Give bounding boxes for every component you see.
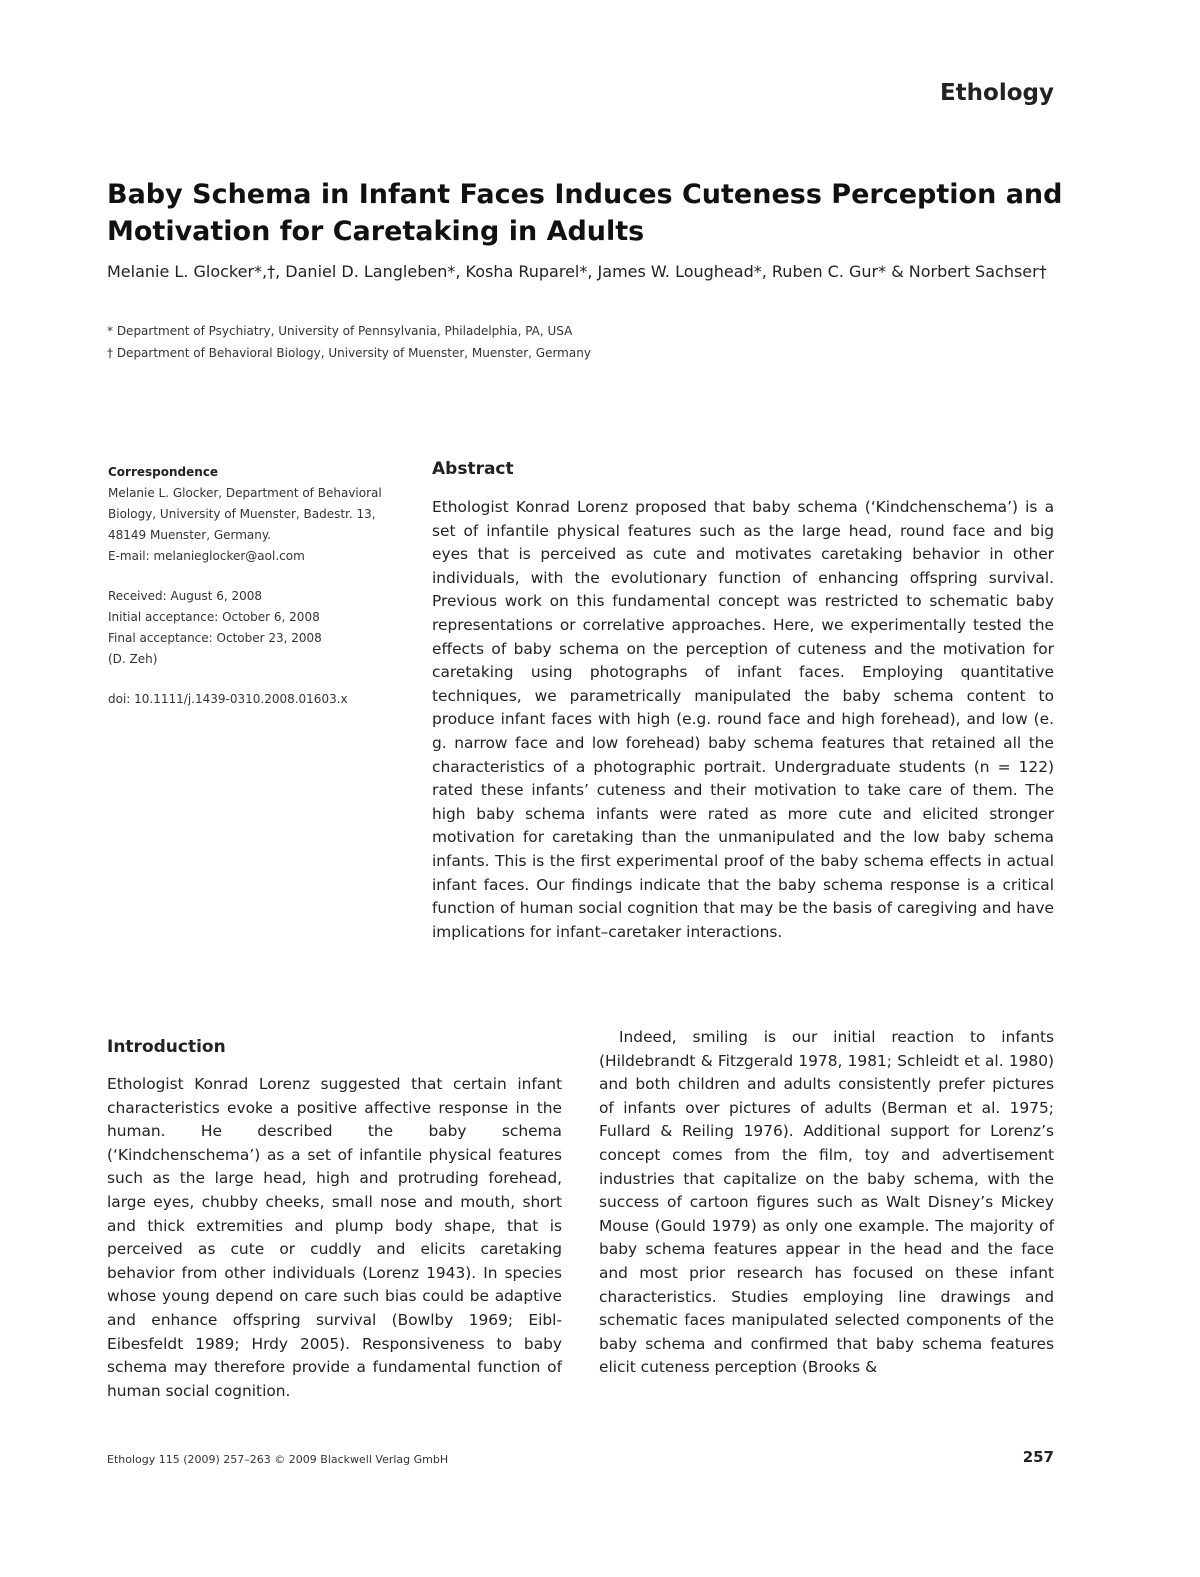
correspondence-line: Biology, University of Muenster, Badestr. 13, xyxy=(108,507,376,521)
article-info-sidebar xyxy=(108,462,408,710)
final-acceptance-date: Final acceptance: October 23, 2008 xyxy=(108,631,322,645)
abstract-heading: Abstract xyxy=(432,459,514,479)
page-number: 257 xyxy=(1022,1448,1054,1466)
journal-section-label: Ethology xyxy=(939,80,1054,106)
handling-editor: (D. Zeh) xyxy=(108,652,158,666)
article-title: Baby Schema in Infant Faces Induces Cuteness Perception and Motivation for Caretaking in Adults xyxy=(107,179,1063,247)
footer-citation: Ethology 115 (2009) 257–263 © 2009 Blackwell Verlag GmbH xyxy=(107,1453,449,1466)
initial-acceptance-date: Initial acceptance: October 6, 2008 xyxy=(108,610,320,624)
spacer xyxy=(108,567,408,586)
correspondence-heading: Correspondence xyxy=(108,465,219,479)
correspondence-line: 48149 Muenster, Germany. xyxy=(108,528,272,542)
author-list: Melanie L. Glocker*,†, Daniel D. Langleben*, Kosha Ruparel*, James W. Loughead*, Ruben C. Gur* & Norbert Sachser† xyxy=(107,262,1047,281)
correspondence-email[interactable]: E-mail: melanieglocker@aol.com xyxy=(108,549,305,563)
spacer xyxy=(108,670,408,689)
introduction-column-2: Indeed, smiling is our initial reaction to infants (Hildebrandt & Fitzgerald 1978, 1981; Schleidt et al. 1980) and both children and adults consistently prefer pictures of infants over pictures of adults (Berman et al. 1975; Fullard & Reiling 1976). Additional support for Lorenz’s concept comes from the film, toy and advertisement industries that capitalize on the baby schema, with the success of cartoon figures such as Walt Disney’s Mickey Mouse (Gould 1979) as only one example. The majority of baby schema features appear in the head and the face and most prior research has focused on these infant characteristics. Studies employing line drawings and schematic faces manipulated selected components of the baby schema and confirmed that baby schema features elicit cuteness perception (Brooks & xyxy=(599,1028,1054,1377)
affiliation-1: * Department of Psychiatry, University of Pennsylvania, Philadelphia, PA, USA xyxy=(107,324,573,338)
received-date: Received: August 6, 2008 xyxy=(108,589,263,603)
introduction-heading: Introduction xyxy=(107,1037,226,1057)
affiliation-2: † Department of Behavioral Biology, University of Muenster, Muenster, Germany xyxy=(107,346,591,360)
abstract-text: Ethologist Konrad Lorenz proposed that baby schema (‘Kindchenschema’) is a set of infantile physical features such as the large head, round face and big eyes that is perceived as cute and motivates caretaking behavior in other individuals, with the evolutionary function of enhancing offspring survival. Previous work on this fundamental concept was restricted to schematic baby representations or correlative approaches. Here, we experimentally tested the effects of baby schema on the perception of cuteness and the motivation for caretaking using photographs of infant faces. Employing quantitative techniques, we parametrically manipulated the baby schema content to produce infant faces with high (e.g. round face and high forehead), and low (e. g. narrow face and low forehead) baby schema features that retained all the characteristics of a photographic portrait. Undergraduate students (n = 122) rated these infants’ cuteness and their motivation to take care of them. The high baby schema infants were rated as more cute and elicited stronger motivation for caretaking than the unmanipulated and the low baby schema infants. This is the first experimental proof of the baby schema effects in actual infant faces. Our findings indicate that the baby schema response is a critical function of human social cognition that may be the basis of caregiving and have implications for infant–caretaker interactions. xyxy=(432,498,1054,941)
doi-link[interactable]: doi: 10.1111/j.1439-0310.2008.01603.x xyxy=(108,692,348,706)
introduction-column-1: Ethologist Konrad Lorenz suggested that certain infant characteristics evoke a positive affective response in the human. He described the baby schema (‘Kindchenschema’) as a set of infantile physical features such as the large head, high and protruding forehead, large eyes, chubby cheeks, small nose and mouth, short and thick extremities and plump body shape, that is perceived as cute or cuddly and elicits caretaking behavior from other individuals (Lorenz 1943). In species whose young depend on care such bias could be adaptive and enhance offspring survival (Bowlby 1969; Eibl-Eibesfeldt 1989; Hrdy 2005). Responsiveness to baby schema may therefore provide a fundamental function of human social cognition. xyxy=(107,1075,562,1400)
correspondence-line: Melanie L. Glocker, Department of Behavioral xyxy=(108,486,382,500)
